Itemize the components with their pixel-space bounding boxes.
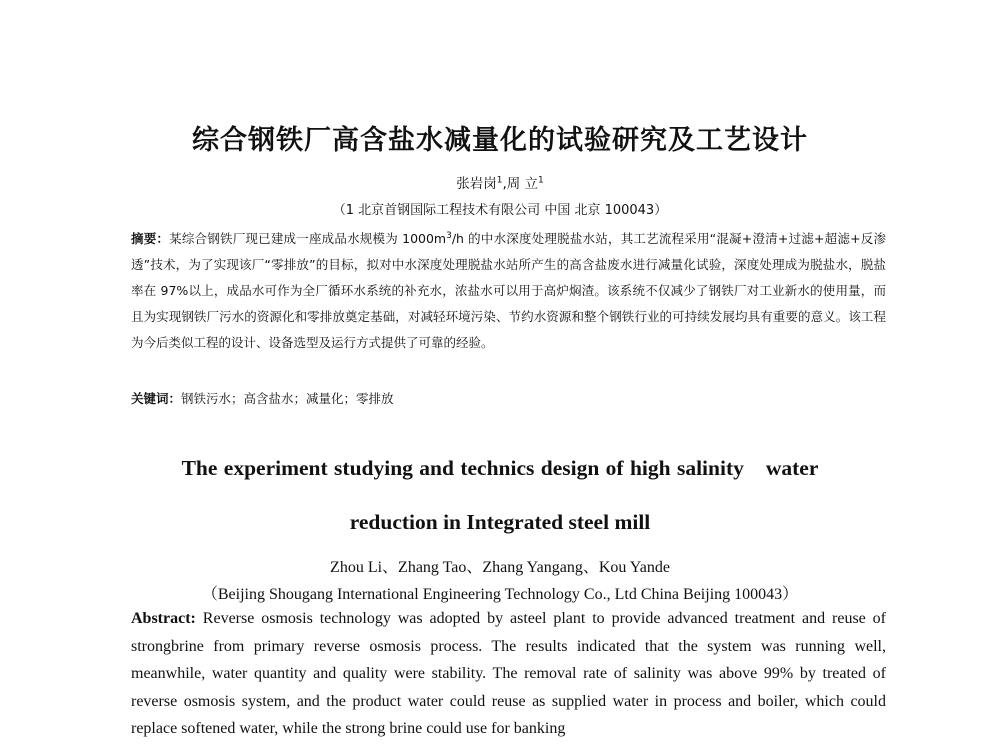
chinese-abstract [131, 223, 886, 356]
abstract-text: Reverse osmosis technology was adopted by asteel plant to provide advanced treatment and reuse of strongbrine from primary reverse osmosis process. The results indicated that the system was running well, meanwhile, water quantity and quality were stability. The removal rate of salinity was above 99% by treated of reverse osmosis system, and the product water could reuse as supplied water in process and boiler, which could replace softened water, while the strong brine could use for banking [131, 610, 887, 737]
author-name: 周 立 [506, 176, 539, 192]
unit-superscript: 3 [446, 231, 452, 241]
abstract-label: Abstract: [131, 610, 196, 627]
author-name: 张岩岗 [456, 176, 497, 192]
english-abstract [131, 605, 886, 743]
affiliation-mark: 1 [538, 175, 544, 186]
abstract-label: 摘要： [131, 231, 170, 247]
english-authors: Zhou Li、Zhang Tao、Zhang Yangang、Kou Yande [330, 559, 670, 576]
keywords-text: 钢铁污水；高含盐水；减量化；零排放 [181, 391, 394, 406]
chinese-affiliation: （1 北京首钢国际工程技术有限公司 中国 北京 100043） [332, 203, 668, 218]
keywords-label: 关键词： [131, 391, 182, 406]
english-title-line-1 [0, 456, 1000, 481]
abstract-text: 某综合钢铁厂现已建成一座成品水规模为 1000m [169, 231, 447, 247]
abstract-text: /h 的中水深度处理脱盐水站，其工艺流程采用“混凝+澄清+过滤+超滤+反渗透”技术，为了实现该厂“零排放”的目标，拟对中水深度处理脱盐水站所产生的高含盐废水进行减量化试验，深度处理成为脱盐水，脱盐率在 97%以上，成品水可作为全厂循环水系统的补充水，浓盐水可以用于高炉焖渣。该系统不仅减少了钢铁厂对工业新水的使用量，而且为实现钢铁厂污水的资源化和零排放奠定基础，对减轻环境污染、节约水资源和整个钢铁行业的可持续发展均具有重要的意义。该工程为今后类似工程的设计、设备选型及运行方式提供了可靠的经验。 [131, 231, 886, 351]
english-title-part: water [765, 456, 819, 480]
english-affiliation: （Beijing Shougang International Engineering Technology Co., Ltd China Beijing 100043） [201, 586, 799, 603]
affiliation-mark: 1 [496, 175, 503, 186]
chinese-title: 综合钢铁厂高含盐水减量化的试验研究及工艺设计 [192, 125, 808, 156]
chinese-keywords [131, 389, 886, 409]
english-title-line-2: reduction in Integrated steel mill [349, 510, 651, 534]
author-separator: , [502, 176, 507, 192]
chinese-authors [0, 172, 1000, 192]
english-title-part: The experiment studying and technics design of high salinity [181, 456, 744, 480]
